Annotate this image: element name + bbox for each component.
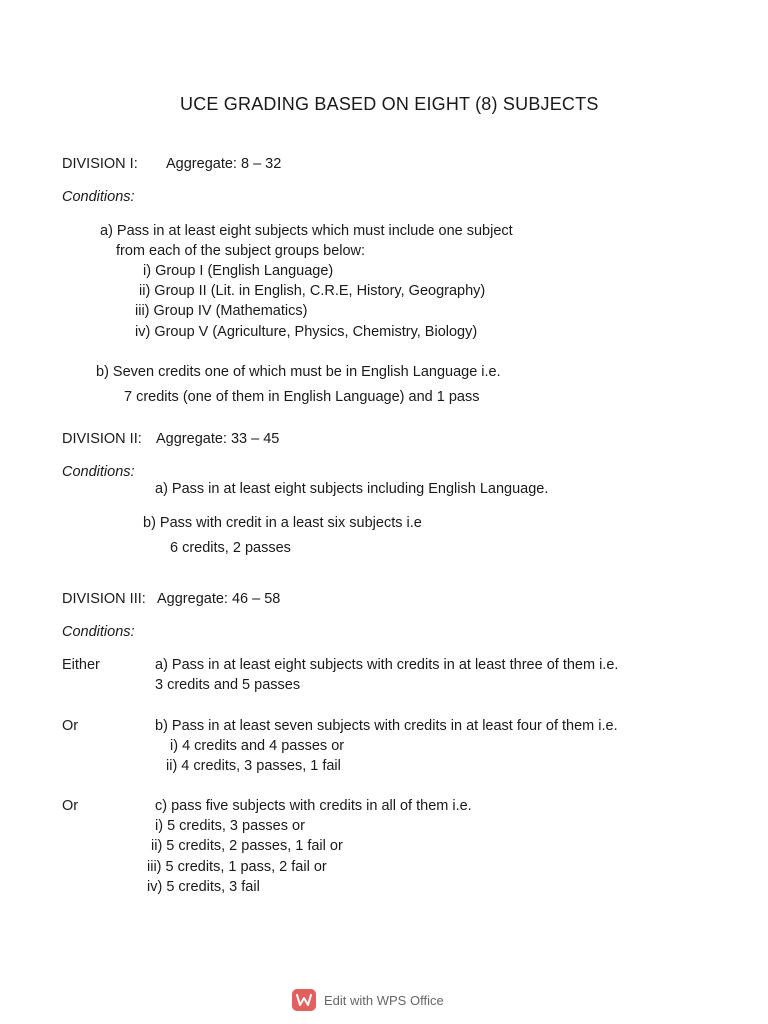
division-1-aggregate: Aggregate: 8 – 32 [166,156,282,172]
wps-logo-icon [292,989,316,1011]
division-1-group-item: iii) Group IV (Mathematics) [135,303,308,319]
division-3-condition-b-line1: b) Pass in at least seven subjects with credits in at least four of them i.e. [155,718,618,734]
division-1-condition-b-line2: 7 credits (one of them in English Language) and 1 pass [124,389,480,405]
division-1-condition-a-line1: a) Pass in at least eight subjects which must include one subject [100,223,513,239]
division-3-aggregate: Aggregate: 46 – 58 [157,591,281,607]
division-3-condition-c-item: ii) 5 credits, 2 passes, 1 fail or [151,838,343,854]
wps-edit-watermark[interactable] [292,988,444,1012]
division-2-condition-a: a) Pass in at least eight subjects including English Language. [155,481,549,497]
division-3-condition-a-line2: 3 credits and 5 passes [155,677,301,693]
division-3-condition-c-item: iv) 5 credits, 3 fail [147,879,260,895]
division-3-condition-c-line1: c) pass five subjects with credits in all of them i.e. [155,798,472,814]
or-label: Or [62,798,79,814]
division-1-heading: DIVISION I: [62,156,138,172]
division-1-condition-a-line2: from each of the subject groups below: [116,243,366,259]
division-1-condition-b-line1: b) Seven credits one of which must be in English Language i.e. [96,364,501,380]
division-3-condition-a-line1: a) Pass in at least eight subjects with credits in at least three of them i.e. [155,657,619,673]
division-2-conditions-label: Conditions: [62,464,135,480]
division-3-condition-b-item: i) 4 credits and 4 passes or [170,738,345,754]
division-1-group-item: i) Group I (English Language) [143,263,334,279]
division-2-condition-b-line2: 6 credits, 2 passes [170,540,291,556]
division-2-aggregate: Aggregate: 33 – 45 [156,431,280,447]
division-3-condition-b-item: ii) 4 credits, 3 passes, 1 fail [166,758,341,774]
division-3-conditions-label: Conditions: [62,624,135,640]
division-3-condition-c-item: iii) 5 credits, 1 pass, 2 fail or [147,859,327,875]
division-3-condition-c-item: i) 5 credits, 3 passes or [155,818,305,834]
division-2-condition-b-line1: b) Pass with credit in a least six subjects i.e [143,515,422,531]
division-3-heading: DIVISION III: [62,591,146,607]
division-1-conditions-label: Conditions: [62,189,135,205]
either-label: Either [62,657,100,673]
wps-watermark-text: Edit with WPS Office [324,992,444,1008]
division-2-heading: DIVISION II: [62,431,142,447]
or-label: Or [62,718,79,734]
page-title: UCE GRADING BASED ON EIGHT (8) SUBJECTS [180,94,599,114]
division-1-group-item: iv) Group V (Agriculture, Physics, Chemistry, Biology) [135,324,478,340]
division-1-group-item: ii) Group II (Lit. in English, C.R.E, History, Geography) [139,283,486,299]
